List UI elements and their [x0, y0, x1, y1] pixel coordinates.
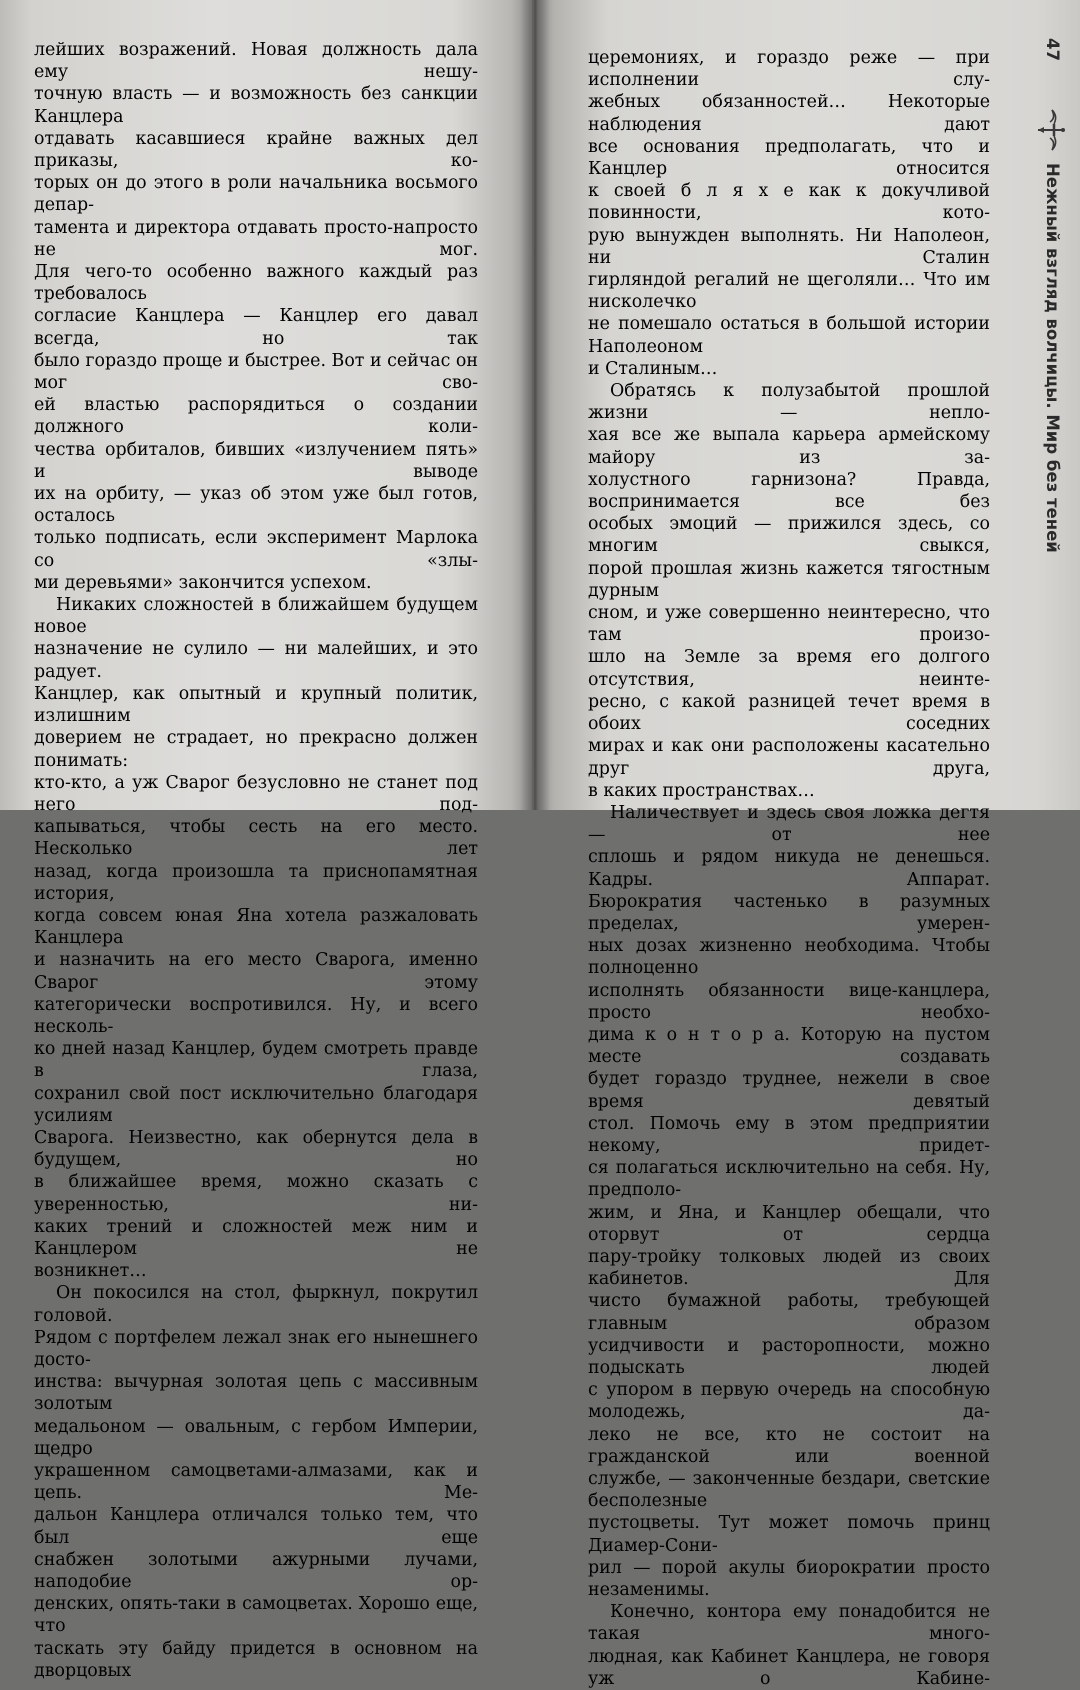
text-line: тамента и директора отдавать просто-напросто не мог.: [34, 217, 478, 260]
text-line: таскать эту байду придется в основном на дворцовых: [34, 1638, 478, 1681]
text-line: порой прошлая жизнь кажется тягостным дурным: [588, 558, 990, 601]
text-line: возникнет…: [34, 1261, 147, 1282]
book-gutter: [520, 0, 550, 810]
text-line: стол. Помочь ему в этом предприятии некому, придет-: [588, 1113, 990, 1156]
text-line: дальон Канцлера отличался только тем, что был еще: [34, 1505, 478, 1548]
text-line: ных дозах жизненно необходима. Чтобы полноценно: [588, 936, 990, 979]
text-line: будет гораздо труднее, нежели в свое время девятый: [588, 1069, 990, 1112]
text-line: гирляндой регалий не щеголяли… Что им нисколечко: [588, 270, 990, 313]
text-line: украшенном самоцветами-алмазами, как и цепь. Ме-: [34, 1461, 478, 1504]
text-line: назначение не сулило — ни малейших, и это радует.: [34, 639, 478, 682]
text-line: было гораздо проще и быстрее. Вот и сейчас он мог сво-: [34, 350, 478, 394]
text-line: категорически воспротивился. Ну, и всего несколь-: [34, 994, 478, 1037]
text-line: Сварога. Неизвестно, как обернутся дела в будущем, но: [34, 1127, 478, 1171]
text-line: все основания предполагать, что и Канцлер относится: [588, 136, 990, 180]
text-line: точную власть — и возможность без санкции Канцлера: [34, 84, 478, 127]
text-line: в каких пространствах…: [588, 780, 815, 801]
text-line: Наличествует и здесь своя ложка дегтя — от нее: [588, 802, 990, 846]
text-line: ко дней назад Канцлер, будем смотреть правде в глаза,: [34, 1039, 478, 1082]
text-line: инства: вычурная золотая цепь с массивным золотым: [34, 1372, 478, 1415]
text-line: особых эмоций — прижился здесь, со многим свыкся,: [588, 514, 990, 557]
text-line: церемониях, и гораздо реже — при исполнении слу-: [588, 48, 990, 91]
text-line: Обратясь к полузабытой прошлой жизни — непло-: [588, 381, 990, 424]
page-number-text: 47: [1043, 38, 1062, 62]
text-line: чества орбиталов, бивших «излучением пять» и выводе: [34, 439, 478, 482]
left-page-text: [34, 39, 478, 1682]
text-line: денских, опять-таки в самоцветах. Хорошо еще, что: [34, 1594, 478, 1637]
text-line: сплошь и рядом никуда не денешься. Кадры. Аппарат.: [588, 847, 990, 890]
text-line: сном, и уже совершенно неинтересно, что там произо-: [588, 603, 990, 646]
text-line: капываться, чтобы сесть на его место. Несколько лет: [34, 817, 478, 860]
text-line: каких трений и сложностей меж ним и Канцлером не: [34, 1216, 478, 1259]
text-line: людная, как Кабинет Канцлера, не говоря уж о Кабине-: [588, 1646, 990, 1689]
text-line: Он покосился на стол, фыркнул, покрутил головой.: [34, 1283, 478, 1326]
text-line: их на орбиту, — указ об этом уже был готов, осталось: [34, 484, 478, 527]
text-line: к своей б л я х е как к докучливой повинности, кото-: [588, 181, 990, 224]
right-page-text: [588, 47, 990, 1690]
text-line: и назначить на его место Сварога, именно Сварог этому: [34, 950, 478, 993]
text-line: шло на Земле за время его долгого отсутствия, неинте-: [588, 647, 990, 690]
text-line: ми деревьями» закончится успехом.: [34, 572, 372, 593]
text-line: с упором в первую очередь на способную молодежь, да-: [588, 1380, 990, 1423]
text-line: чисто бумажной работы, требующей главным образом: [588, 1291, 990, 1334]
text-line: сохранил свой пост исключительно благодаря усилиям: [34, 1083, 478, 1126]
text-line: и Сталиным…: [588, 358, 718, 379]
text-line: в ближайшее время, можно сказать с уверенностью, ни-: [34, 1172, 478, 1215]
text-line: лейших возражений. Новая должность дала ему нешу-: [34, 40, 478, 83]
text-line: ся полагаться исключительно на себя. Ну, предполо-: [588, 1158, 990, 1201]
text-line: медальоном — овальным, с гербом Империи, щедро: [34, 1416, 478, 1459]
page-number: [1043, 38, 1062, 69]
text-line: ей властью распорядиться о создании должного коли-: [34, 395, 478, 438]
text-line: рую вынужден выполнять. Ни Наполеон, ни Сталин: [588, 225, 990, 268]
text-line: кто-кто, а уж Сварог безусловно не станет под него под-: [34, 772, 478, 815]
text-line: Канцлер, как опытный и крупный политик, излишним: [34, 683, 478, 727]
text-line: Для чего-то особенно важного каждый раз требовалось: [34, 262, 478, 305]
running-title: Нежный взгляд волчицы. Мир без теней: [1043, 163, 1062, 553]
text-line: усидчивости и расторопности, можно подыскать людей: [588, 1335, 990, 1378]
text-line: леко не все, кто не состоит на гражданской или военной: [588, 1424, 990, 1467]
text-line: мирах и как они расположены касательно друг друга,: [588, 736, 990, 779]
text-line: дима к о н т о р а. Которую на пустом месте создавать: [588, 1024, 990, 1068]
text-line: доверием не страдает, но прекрасно должен понимать:: [34, 728, 478, 771]
text-line: холустного гарнизона? Правда, воспринимается все без: [588, 469, 990, 513]
text-line: не помешало остаться в большой истории Наполеоном: [588, 314, 990, 357]
text-line: назад, когда произошла та приснопамятная история,: [34, 861, 478, 904]
text-line: Рядом с портфелем лежал знак его нынешнего досто-: [34, 1327, 478, 1370]
text-line: исполнять обязанности вице-канцлера, просто необхо-: [588, 980, 990, 1023]
text-line: когда совсем юная Яна хотела разжаловать Канцлера: [34, 905, 478, 949]
text-line: ресно, с какой разницей течет время в обоих соседних: [588, 691, 990, 735]
text-line: хая все же выпала карьера армейскому майору из за-: [588, 425, 990, 468]
text-line: пару-тройку толковых людей из своих кабинетов. Для: [588, 1246, 990, 1290]
text-line: Бюрократия частенько в разумных пределах, умерен-: [588, 891, 990, 934]
sword-ornament-icon: [1034, 100, 1066, 160]
text-line: согласие Канцлера — Канцлер его давал всегда, но так: [34, 306, 478, 349]
text-line: службе, — законченные бездари, светские бесполезные: [588, 1469, 990, 1512]
text-line: Конечно, контора ему понадобится не такая много-: [588, 1602, 990, 1645]
text-line: жим, и Яна, и Канцлер обещали, что оторвут от сердца: [588, 1202, 990, 1245]
text-line: жебных обязанностей… Некоторые наблюдения дают: [588, 92, 990, 135]
text-line: торых он до этого в роли начальника восьмого депар-: [34, 173, 478, 216]
text-line: Никаких сложностей в ближайшем будущем новое: [34, 595, 478, 638]
text-line: рил — порой акулы биорократии просто незаменимы.: [588, 1557, 990, 1601]
text-line: только подписать, если эксперимент Марлока со «злы-: [34, 528, 478, 571]
text-line: отдавать касавшиеся крайне важных дел приказы, ко-: [34, 128, 478, 172]
text-line: снабжен золотыми ажурными лучами, наподобие ор-: [34, 1549, 478, 1593]
text-line: пустоцветы. Тут может помочь принц Диамер-Сони-: [588, 1513, 990, 1556]
